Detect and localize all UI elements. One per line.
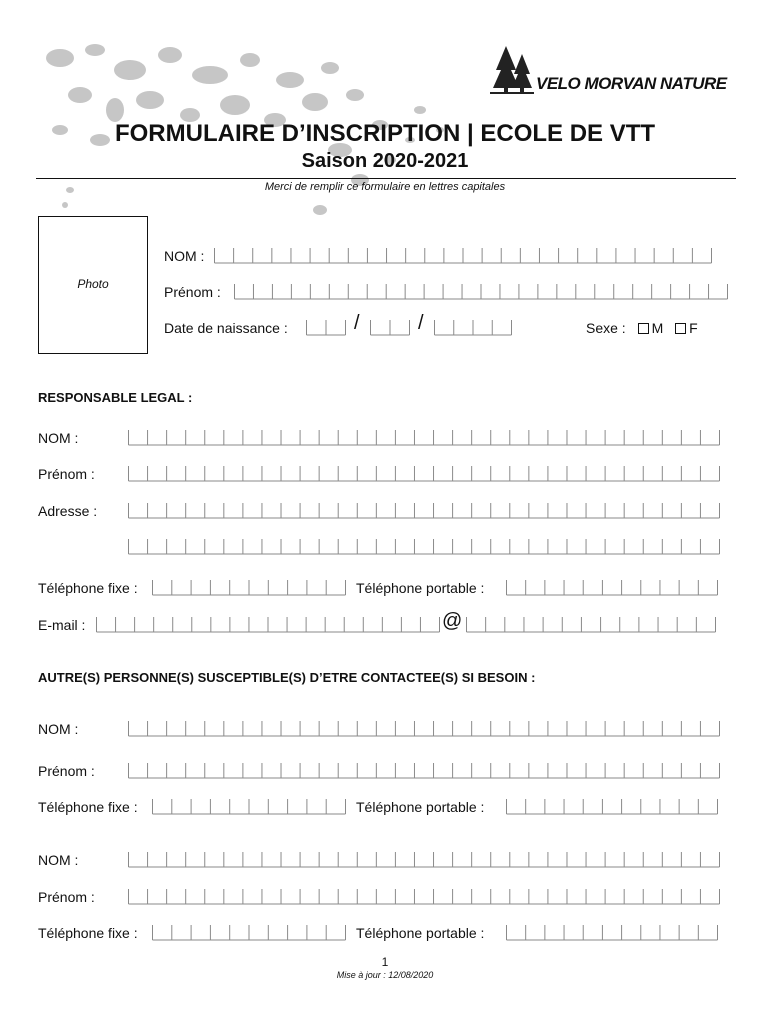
contact2-prenom-label: Prénom : (38, 889, 95, 905)
legal-prenom-label: Prénom : (38, 466, 95, 482)
legal-tel-portable-label: Téléphone portable : (356, 580, 485, 596)
contact1-tel-portable-label: Téléphone portable : (356, 799, 485, 815)
sexe-m-checkbox[interactable] (638, 323, 649, 334)
photo-label: Photo (77, 277, 109, 291)
child-nom-field[interactable] (214, 246, 712, 264)
update-date: Mise à jour : 12/08/2020 (336, 970, 434, 980)
contact1-tel-fixe-field[interactable] (152, 797, 346, 815)
contact2-nom-field[interactable] (128, 850, 720, 868)
legal-email-label: E-mail : (38, 617, 86, 633)
legal-nom-field[interactable] (128, 428, 720, 446)
legal-email-domain-field[interactable] (466, 615, 716, 633)
title-divider (36, 178, 736, 179)
at-symbol: @ (442, 610, 463, 632)
child-dob-label: Date de naissance : (164, 320, 288, 336)
legal-adresse-label: Adresse : (38, 503, 98, 519)
sexe-group (586, 320, 698, 336)
contact2-nom-label: NOM : (38, 852, 79, 868)
legal-nom-label: NOM : (38, 430, 79, 446)
contact2-tel-portable-label: Téléphone portable : (356, 925, 485, 941)
sexe-f-checkbox[interactable] (675, 323, 686, 334)
contact2-tel-fixe-label: Téléphone fixe : (38, 925, 138, 941)
sexe-label: Sexe : (586, 320, 626, 336)
dob-month-field[interactable] (370, 318, 410, 336)
contact1-prenom-field[interactable] (128, 761, 720, 779)
contact2-tel-portable-field[interactable] (506, 923, 718, 941)
others-heading: AUTRE(S) PERSONNE(S) SUSCEPTIBLE(S) D’ETRE CONTACTEE(S) SI BESOIN : (38, 670, 536, 685)
page-number: 1 (381, 955, 389, 969)
child-nom-label: NOM : (164, 248, 205, 264)
season-subtitle: Saison 2020-2021 (301, 150, 469, 172)
contact2-tel-fixe-field[interactable] (152, 923, 346, 941)
contact1-nom-field[interactable] (128, 719, 720, 737)
contact1-prenom-label: Prénom : (38, 763, 95, 779)
legal-tel-fixe-field[interactable] (152, 578, 346, 596)
instructions-note: Merci de remplir ce formulaire en lettres capitales (264, 181, 506, 193)
form-title: FORMULAIRE D’INSCRIPTION | ECOLE DE VTT (114, 120, 656, 147)
child-prenom-field[interactable] (234, 282, 728, 300)
dob-year-field[interactable] (434, 318, 512, 336)
child-prenom-label: Prénom : (164, 284, 221, 300)
legal-prenom-field[interactable] (128, 464, 720, 482)
legal-adresse-field-2[interactable] (128, 537, 720, 555)
contact1-nom-label: NOM : (38, 721, 79, 737)
sexe-m-label: M (651, 320, 664, 336)
legal-tel-fixe-label: Téléphone fixe : (38, 580, 138, 596)
sexe-f-label: F (689, 320, 698, 336)
dob-separator: / (354, 312, 360, 334)
contact1-tel-portable-field[interactable] (506, 797, 718, 815)
dob-separator: / (418, 312, 424, 334)
legal-adresse-field-1[interactable] (128, 501, 720, 519)
legal-tel-portable-field[interactable] (506, 578, 718, 596)
dob-day-field[interactable] (306, 318, 346, 336)
logo-text: VELO MORVAN NATURE (536, 74, 727, 93)
contact1-tel-fixe-label: Téléphone fixe : (38, 799, 138, 815)
photo-box[interactable] (38, 216, 148, 354)
contact2-prenom-field[interactable] (128, 887, 720, 905)
legal-email-user-field[interactable] (96, 615, 440, 633)
legal-heading: RESPONSABLE LEGAL : (38, 390, 193, 405)
